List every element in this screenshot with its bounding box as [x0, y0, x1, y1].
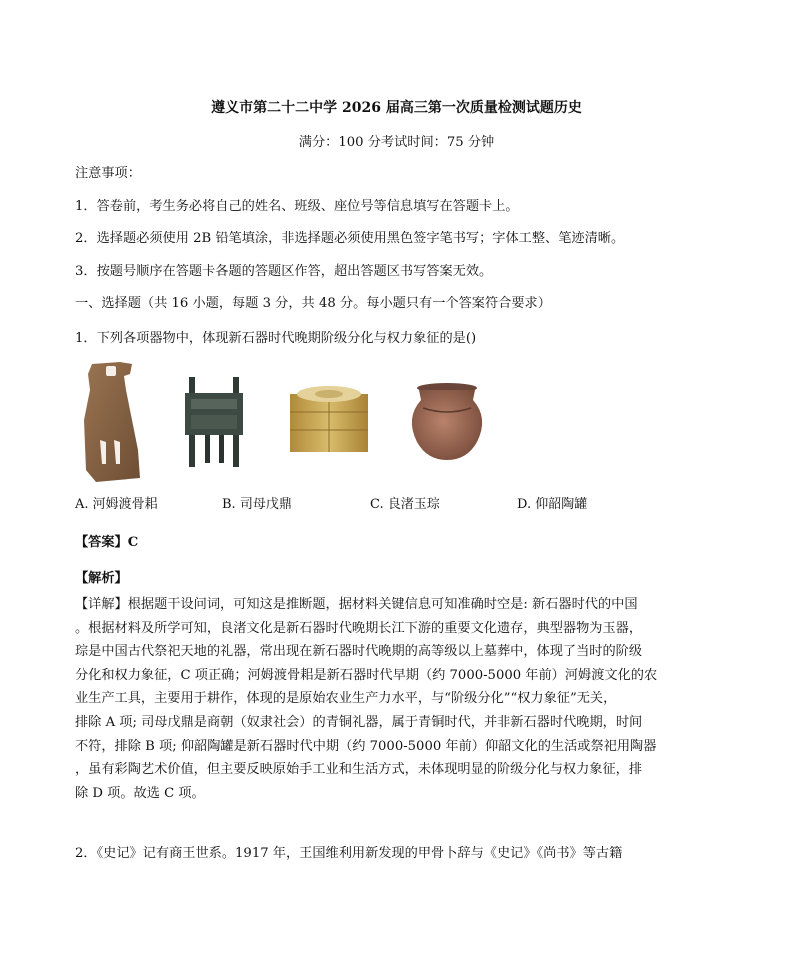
bone-spade-image — [80, 360, 145, 485]
analysis-line-3: 琮是中国古代祭祀天地的礼器，常出现在新石器时代晚期的高等级以上墓葬中，体现了当时的阶级 — [75, 644, 643, 660]
answer-line — [75, 534, 138, 552]
analysis-paragraph — [75, 593, 675, 805]
analysis-line-6: 排除 A 项; 司母戊鼎是商朝（奴隶社会）的青铜礼器，属于青铜时代，并非新石器时代晚期，时间 — [75, 714, 643, 730]
analysis-line-4: 分化和权力象征，C 项正确；河姆渡骨耜是新石器时代早期（约 7000-5000 年前）河姆渡文化的农 — [75, 667, 658, 683]
jade-cong-image — [288, 384, 370, 454]
analysis-line-5: 业生产工具，主要用于耕作，体现的是原始农业生产力水平，与“阶级分化”“权力象征”无关， — [75, 691, 617, 707]
notice-item-3: 3．按题号顺序在答题卡各题的答题区作答，超出答题区书写答案无效。 — [75, 264, 493, 279]
answer-prefix: 【答案】 — [75, 535, 128, 550]
bronze-ding-image — [183, 377, 245, 467]
notice-item-1: 1．答卷前，考生务必将自己的姓名、班级、座位号等信息填写在答题卡上。 — [75, 199, 519, 214]
notice-item-2: 2．选择题必须使用 2B 铅笔填涂，非选择题必须使用黑色签字笔书写；字体工整、笔迹清晰。 — [75, 231, 625, 246]
analysis-heading: 【解析】 — [75, 571, 128, 586]
section-heading: 一、选择题（共 16 小题，每题 3 分，共 48 分。每小题只有一个答案符合要求） — [75, 296, 551, 311]
exam-title: 遵义市第二十二中学 2026 届高三第一次质量检测试题历史 — [211, 100, 582, 116]
option-a: A. 河姆渡骨耜 — [75, 497, 158, 512]
analysis-line-2: 。根据材料及所学可知，良渚文化是新石器时代晚期长江下游的重要文化遗存，典型器物为玉器， — [75, 620, 643, 636]
analysis-line-8: ，虽有彩陶艺术价值，但主要反映原始手工业和生活方式，未体现明显的阶级分化与权力象征，排 — [75, 762, 643, 778]
question-1-stem: 1．下列各项器物中，体现新石器时代晚期阶级分化与权力象征的是() — [75, 331, 477, 346]
analysis-line-9: 除 D 项。故选 C 项。 — [75, 785, 205, 801]
question-2-stem: 2．《史记》记有商王世系。1917 年，王国维利用新发现的甲骨卜辞与《史记》《尚书》等古籍 — [75, 846, 623, 861]
option-b: B. 司母戊鼎 — [222, 497, 292, 512]
analysis-line-7: 不符，排除 B 项; 仰韶陶罐是新石器时代中期（约 7000-5000 年前）仰韶文化的生活或祭祀用陶器 — [75, 738, 657, 754]
option-d: D. 仰韶陶罐 — [517, 497, 588, 512]
notice-heading: 注意事项： — [75, 166, 141, 181]
option-c: C. 良渚玉琮 — [370, 497, 440, 512]
answer-value: C — [127, 535, 139, 550]
analysis-line-1: 【详解】根据题干设问词，可知这是推断题，据材料关键信息可知准确时空是: 新石器时代的中国 — [75, 597, 638, 612]
pottery-jar-image — [405, 382, 490, 462]
exam-subtitle: 满分：100 分考试时间：75 分钟 — [298, 135, 495, 150]
